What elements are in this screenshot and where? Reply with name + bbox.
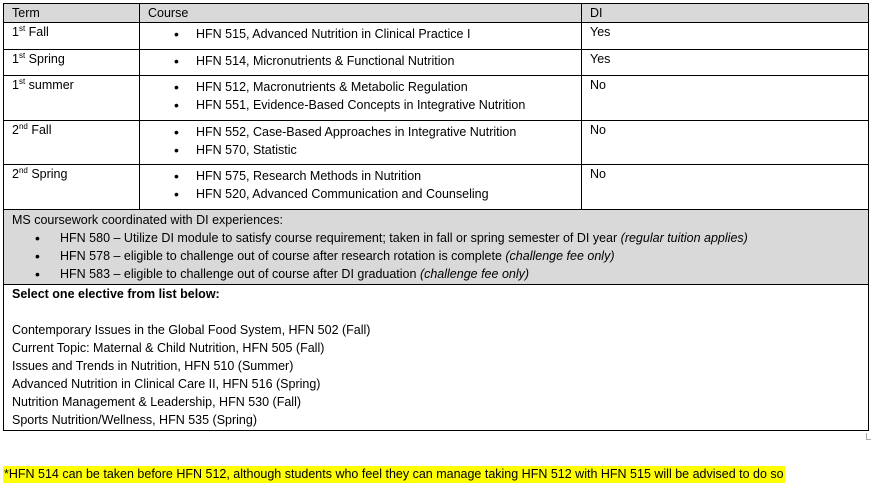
ms-coursework-row <box>4 210 869 285</box>
header-course: Course <box>140 4 582 23</box>
di-cell: No <box>582 121 869 165</box>
list-item: • HFN 552, Case-Based Approaches in Integrative Nutrition <box>148 123 581 141</box>
course-plan-table <box>3 3 869 431</box>
list-item: • HFN 578 – eligible to challenge out of course after research rotation is complete (challenge fee only) <box>12 247 868 265</box>
list-item: • HFN 570, Statistic <box>148 141 581 159</box>
course-cell <box>140 165 582 210</box>
term-cell: 2nd Spring <box>4 165 140 210</box>
list-item: • HFN 580 – Utilize DI module to satisfy course requirement; taken in fall or spring semester of DI year (regular tuition applies) <box>12 229 868 247</box>
course-cell <box>140 23 582 50</box>
table-row <box>4 50 869 76</box>
electives-row <box>4 285 869 431</box>
header-row <box>4 4 869 23</box>
footnote: *HFN 514 can be taken before HFN 512, although students who feel they can manage taking HFN 512 with HFN 515 will be advised to do so <box>4 467 784 481</box>
list-item: • HFN 514, Micronutrients & Functional Nutrition <box>148 52 581 70</box>
list-item: • HFN 520, Advanced Communication and Counseling <box>148 185 581 203</box>
header-di: DI <box>582 4 869 23</box>
list-item: Contemporary Issues in the Global Food System, HFN 502 (Fall) <box>12 323 371 337</box>
term-cell: 1st Fall <box>4 23 140 50</box>
list-item: • HFN 515, Advanced Nutrition in Clinical Practice I <box>148 25 581 43</box>
table-row <box>4 76 869 121</box>
list-item: Advanced Nutrition in Clinical Care II, HFN 516 (Spring) <box>12 377 321 391</box>
list-item: • HFN 512, Macronutrients & Metabolic Regulation <box>148 78 581 96</box>
term-cell: 1st summer <box>4 76 140 121</box>
table-row <box>4 23 869 50</box>
list-item: Sports Nutrition/Wellness, HFN 535 (Spring) <box>12 413 257 427</box>
ms-coursework-title: MS coursework coordinated with DI experiences: <box>12 213 283 227</box>
electives-cell <box>4 285 869 431</box>
table-row <box>4 165 869 210</box>
electives-title: Select one elective from list below: <box>12 287 220 301</box>
list-item: Nutrition Management & Leadership, HFN 530 (Fall) <box>12 395 302 409</box>
table-row <box>4 121 869 165</box>
paragraph-mark <box>866 433 871 440</box>
course-cell <box>140 121 582 165</box>
ms-coursework-cell <box>4 210 869 285</box>
list-item: Issues and Trends in Nutrition, HFN 510 (Summer) <box>12 359 294 373</box>
di-cell: Yes <box>582 50 869 76</box>
header-term: Term <box>4 4 140 23</box>
list-item: • HFN 583 – eligible to challenge out of course after DI graduation (challenge fee only) <box>12 265 868 283</box>
course-cell <box>140 76 582 121</box>
term-cell: 1st Spring <box>4 50 140 76</box>
term-cell: 2nd Fall <box>4 121 140 165</box>
list-item: Current Topic: Maternal & Child Nutrition, HFN 505 (Fall) <box>12 341 325 355</box>
di-cell: No <box>582 165 869 210</box>
di-cell: Yes <box>582 23 869 50</box>
list-item: • HFN 575, Research Methods in Nutrition <box>148 167 581 185</box>
list-item: • HFN 551, Evidence-Based Concepts in Integrative Nutrition <box>148 96 581 114</box>
course-cell <box>140 50 582 76</box>
di-cell: No <box>582 76 869 121</box>
